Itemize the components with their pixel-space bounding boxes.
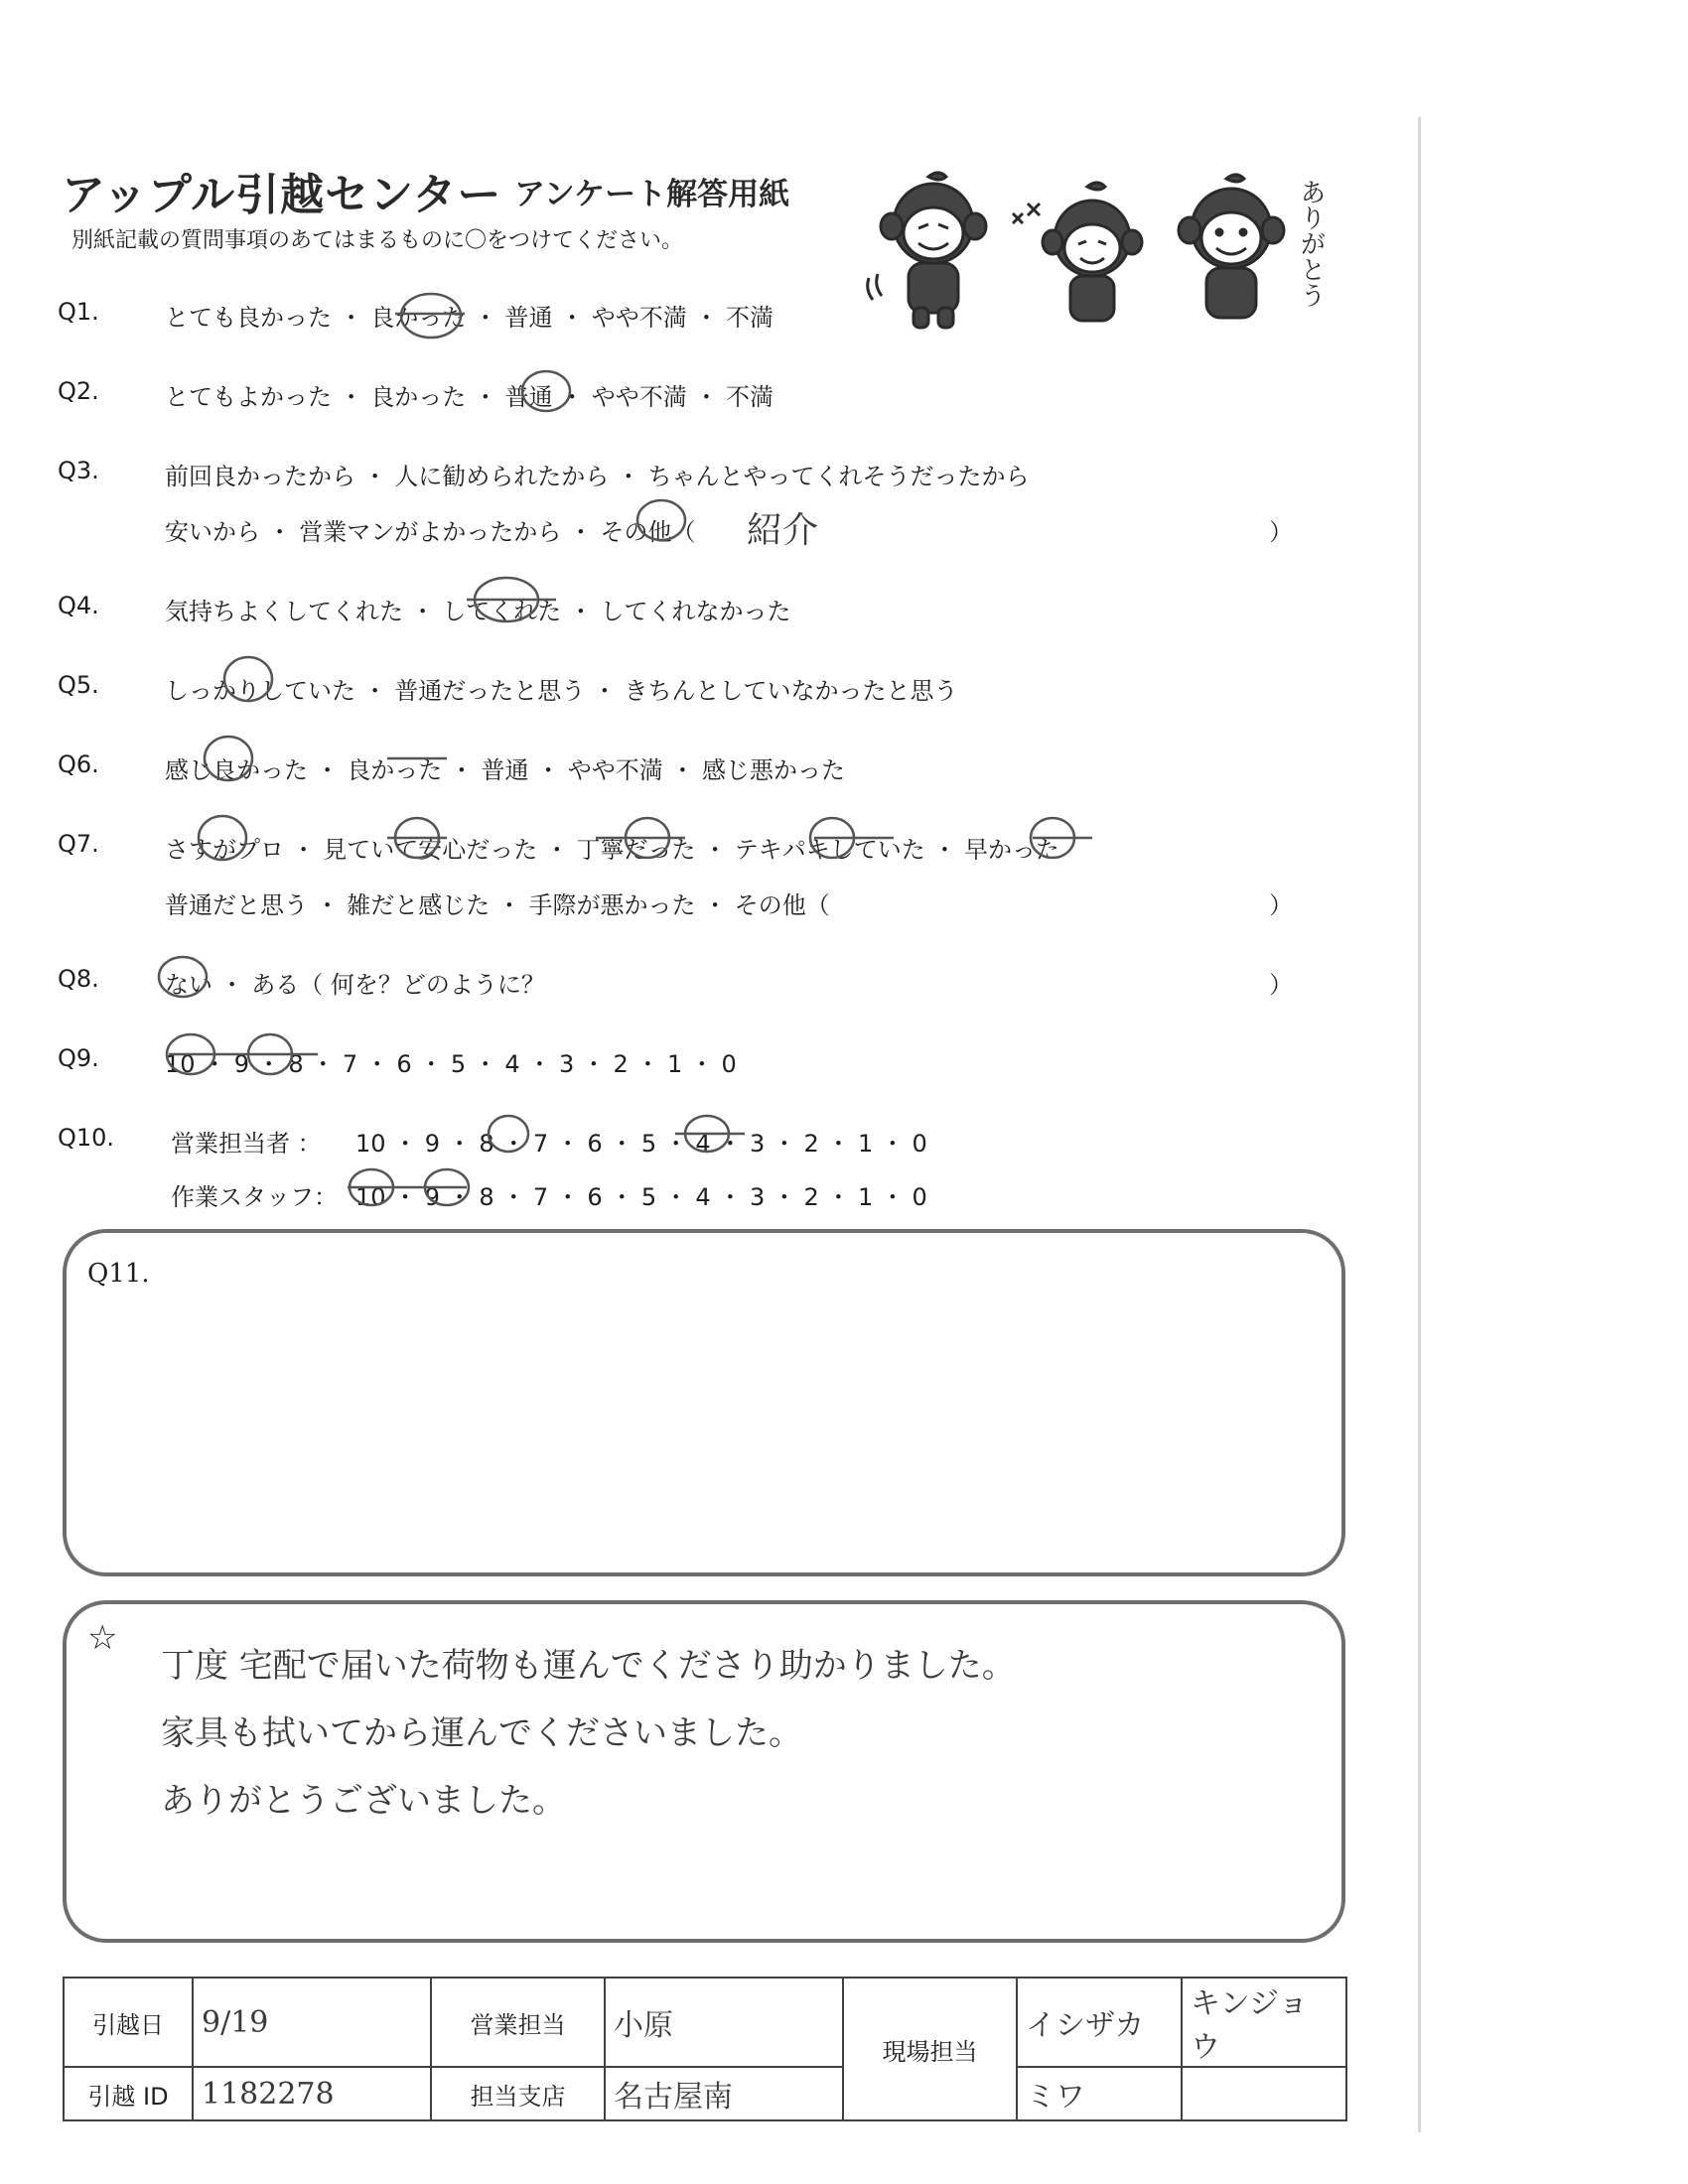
scan-edge-line: [1418, 117, 1421, 2132]
q9-number: Q9.: [58, 1044, 99, 1072]
q11-answer-box: [63, 1229, 1345, 1576]
form-title: アンケート解答用紙: [514, 177, 790, 212]
q10-staff-scale: 10 ・ 9 ・ 8 ・ 7 ・ 6 ・ 5 ・ 4 ・ 3 ・ 2 ・ 1 ・ 0: [355, 1183, 927, 1211]
comment-line-2: 家具も拭いてから運んでくださいました。: [161, 1713, 802, 1753]
q10-staff-label: 作業スタッフ：: [171, 1183, 338, 1211]
q6-options: 感じ良かった ・ 良かった ・ 普通 ・ やや不満 ・ 感じ悪かった: [165, 756, 846, 784]
q10-sales-label: 営業担当者 ：: [171, 1130, 322, 1158]
mascot-illustration: [864, 169, 1331, 347]
q3-other-answer: 紹介: [747, 510, 819, 551]
move-id-value: 1182278: [193, 2067, 431, 2120]
sales-rep-label: 営業担当: [431, 1978, 605, 2067]
brand-title: アップル引越センター: [62, 170, 502, 220]
instruction-text: 別紙記載の質問事項のあてはまるものに〇をつけてください。: [71, 228, 684, 253]
comment-line-3: ありがとうございました。: [161, 1781, 566, 1821]
q1-number: Q1.: [58, 298, 99, 326]
q7-number: Q7.: [58, 830, 99, 858]
q2-number: Q2.: [58, 377, 99, 405]
q7-options-line2: 普通だと思う ・ 雑だと感じた ・ 手際が悪かった ・ その他（: [165, 891, 830, 919]
move-id-label: 引越 ID: [64, 2067, 193, 2120]
star-icon: ☆: [87, 1618, 118, 1658]
q5-number: Q5.: [58, 671, 99, 699]
branch-label: 担当支店: [431, 2067, 605, 2120]
q7-close-paren: ）: [1269, 891, 1293, 919]
site-staff-label: 現場担当: [843, 1978, 1017, 2120]
site-staff-1: イシザカ: [1017, 1978, 1182, 2067]
site-staff-2: キンジョウ: [1182, 1978, 1346, 2067]
q5-options: しっかりしていた ・ 普通だったと思う ・ きちんとしていなかったと思う: [165, 677, 958, 705]
sales-rep-value: 小原: [605, 1978, 843, 2067]
q6-number: Q6.: [58, 751, 99, 778]
branch-value: 名古屋南: [605, 2067, 843, 2120]
mascot-middle: [1013, 183, 1142, 321]
q3-number: Q3.: [58, 457, 99, 484]
q3-close-paren: ）: [1269, 518, 1293, 546]
q4-options: 気持ちよくしてくれた ・ してくれた ・ してくれなかった: [165, 598, 791, 625]
q11-label: Q11.: [87, 1259, 150, 1289]
q10-number: Q10.: [58, 1124, 115, 1152]
q9-scale: 10 ・ 9 ・ 8 ・ 7 ・ 6 ・ 5 ・ 4 ・ 3 ・ 2 ・ 1 ・ 0: [165, 1050, 737, 1078]
move-info-table: [63, 1977, 1347, 2121]
site-staff-4: [1182, 2067, 1346, 2120]
q8-close-paren: ）: [1269, 971, 1293, 999]
q4-number: Q4.: [58, 592, 99, 619]
q8-number: Q8.: [58, 965, 99, 993]
mascot-caption: ありがとう: [1296, 179, 1326, 308]
q10-sales-scale: 10 ・ 9 ・ 8 ・ 7 ・ 6 ・ 5 ・ 4 ・ 3 ・ 2 ・ 1 ・ 0: [355, 1130, 927, 1158]
comment-line-1: 丁度 宅配で届いた荷物も運んでくださり助かりました。: [161, 1646, 1016, 1686]
q3-options-line2: 安いから ・ 営業マンがよかったから ・ その他（: [165, 518, 696, 546]
move-date-value: 9/19: [193, 1978, 431, 2067]
q2-options: とてもよかった ・ 良かった ・ 普通 ・ やや不満 ・ 不満: [165, 383, 774, 411]
move-date-label: 引越日: [64, 1978, 193, 2067]
mascot-left: [868, 173, 986, 328]
site-staff-3: ミワ: [1017, 2067, 1182, 2120]
mascot-right: [1179, 175, 1284, 318]
q8-options: ない ・ ある（ 何を？どのように？: [165, 971, 545, 999]
q7-options-line1: さすがプロ ・ 見ていて安心だった ・ 丁寧だった ・ テキパキしていた ・ 早かった: [165, 836, 1060, 864]
q3-options-line1: 前回良かったから ・ 人に勧められたから ・ ちゃんとやってくれそうだったから: [165, 463, 1030, 490]
q1-options: とても良かった ・ 良かった ・ 普通 ・ やや不満 ・ 不満: [165, 304, 774, 332]
